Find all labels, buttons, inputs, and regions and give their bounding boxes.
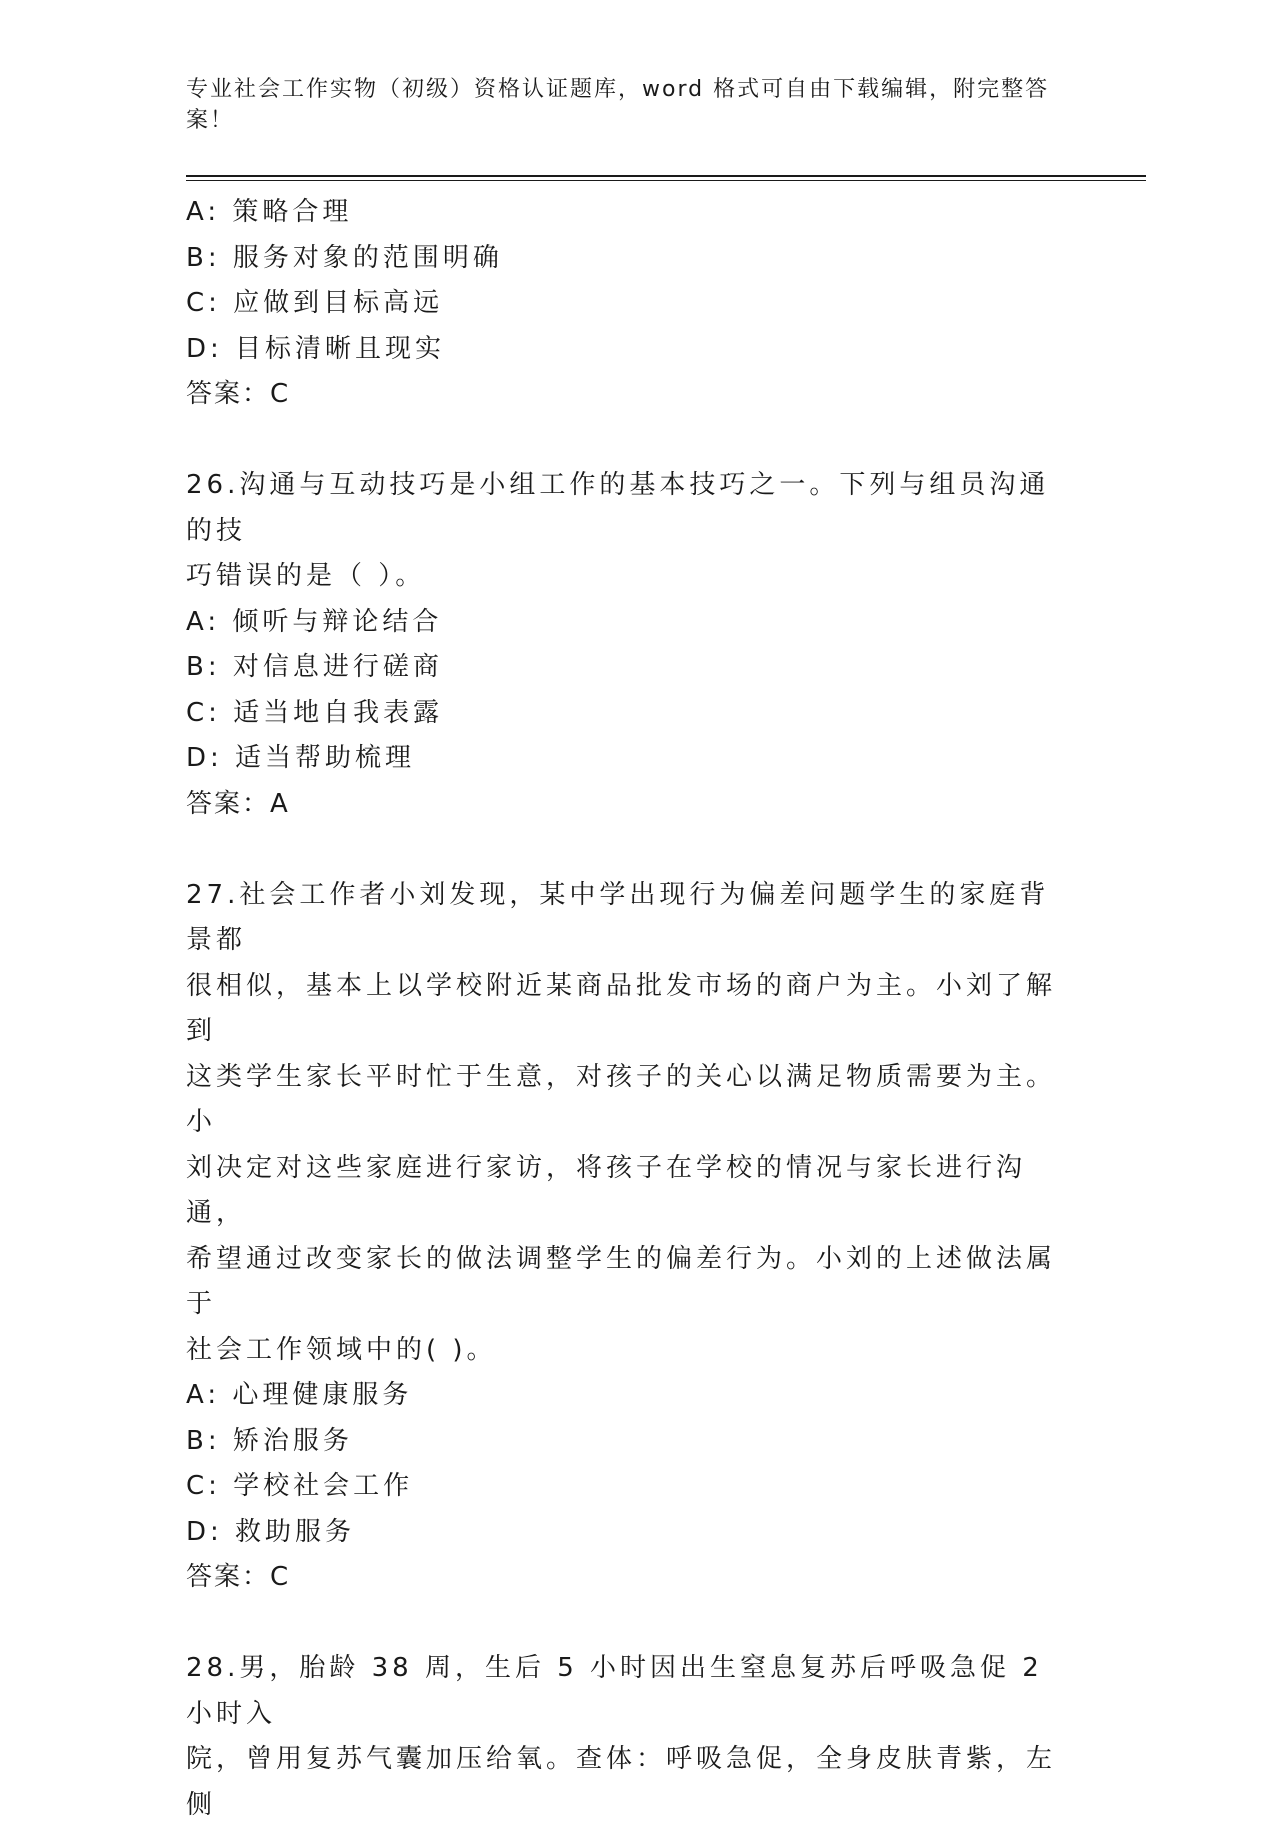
question-25 [186, 190, 1066, 418]
question-text-line: 很相似，基本上以学校附近某商品批发市场的商户为主。小刘了解到 [186, 970, 1057, 1046]
question-text-line: 希望通过改变家长的做法调整学生的偏差行为。小刘的上述做法属于 [186, 1243, 1057, 1319]
question-text-line: 院，曾用复苏气囊加压给氧。查体：呼吸急促，全身皮肤青紫，左侧 [186, 1744, 1057, 1820]
option-a: A: 倾听与辩论结合 [186, 606, 443, 637]
question-text-line: 28.男，胎龄 38 周，生后 5 小时因出生窒息复苏后呼吸急促 2 小时入 [186, 1653, 1043, 1729]
option-a: A: 策略合理 [186, 197, 353, 227]
option-b: B: 矫治服务 [186, 1425, 353, 1456]
question-text-line: 刘决定对这些家庭进行家访，将孩子在学校的情况与家长进行沟通， [186, 1152, 1027, 1228]
option-b: B: 服务对象的范围明确 [186, 242, 503, 273]
spacer [186, 418, 1066, 464]
option-d: D: 适当帮助梳理 [186, 743, 416, 773]
question-text-line: 27.社会工作者小刘发现，某中学出现行为偏差问题学生的家庭背景都 [186, 879, 1050, 955]
answer-line: 答案：C [186, 379, 291, 409]
question-text-line: 社会工作领域中的( )。 [186, 1334, 497, 1365]
question-text-line: 这类学生家长平时忙于生意，对孩子的关心以满足物质需要为主。小 [186, 1061, 1057, 1137]
option-b: B: 对信息进行磋商 [186, 652, 443, 682]
option-c: C: 适当地自我表露 [186, 697, 444, 728]
header-divider-thick [186, 175, 1146, 177]
option-c: C: 学校社会工作 [186, 1471, 414, 1501]
question-26 [186, 463, 1066, 827]
spacer [186, 827, 1066, 873]
option-a: A: 心理健康服务 [186, 1380, 413, 1410]
option-c: C: 应做到目标高远 [186, 288, 444, 318]
question-28 [186, 1646, 1066, 1828]
option-d: D: 救助服务 [186, 1516, 356, 1547]
document-content [186, 190, 1066, 1828]
answer-line: 答案：A [186, 788, 290, 819]
question-text-line: 26.沟通与互动技巧是小组工作的基本技巧之一。下列与组员沟通的技 [186, 470, 1050, 546]
question-text-line: 巧错误的是（ ）。 [186, 561, 426, 591]
document-header: 专业社会工作实物（初级）资格认证题库，word 格式可自由下载编辑，附完整答案！ [186, 77, 1050, 133]
header-divider-thin [186, 180, 1146, 181]
spacer [186, 1601, 1066, 1647]
option-d: D: 目标清晰且现实 [186, 333, 446, 364]
answer-line: 答案：C [186, 1562, 291, 1592]
question-27 [186, 873, 1066, 1601]
